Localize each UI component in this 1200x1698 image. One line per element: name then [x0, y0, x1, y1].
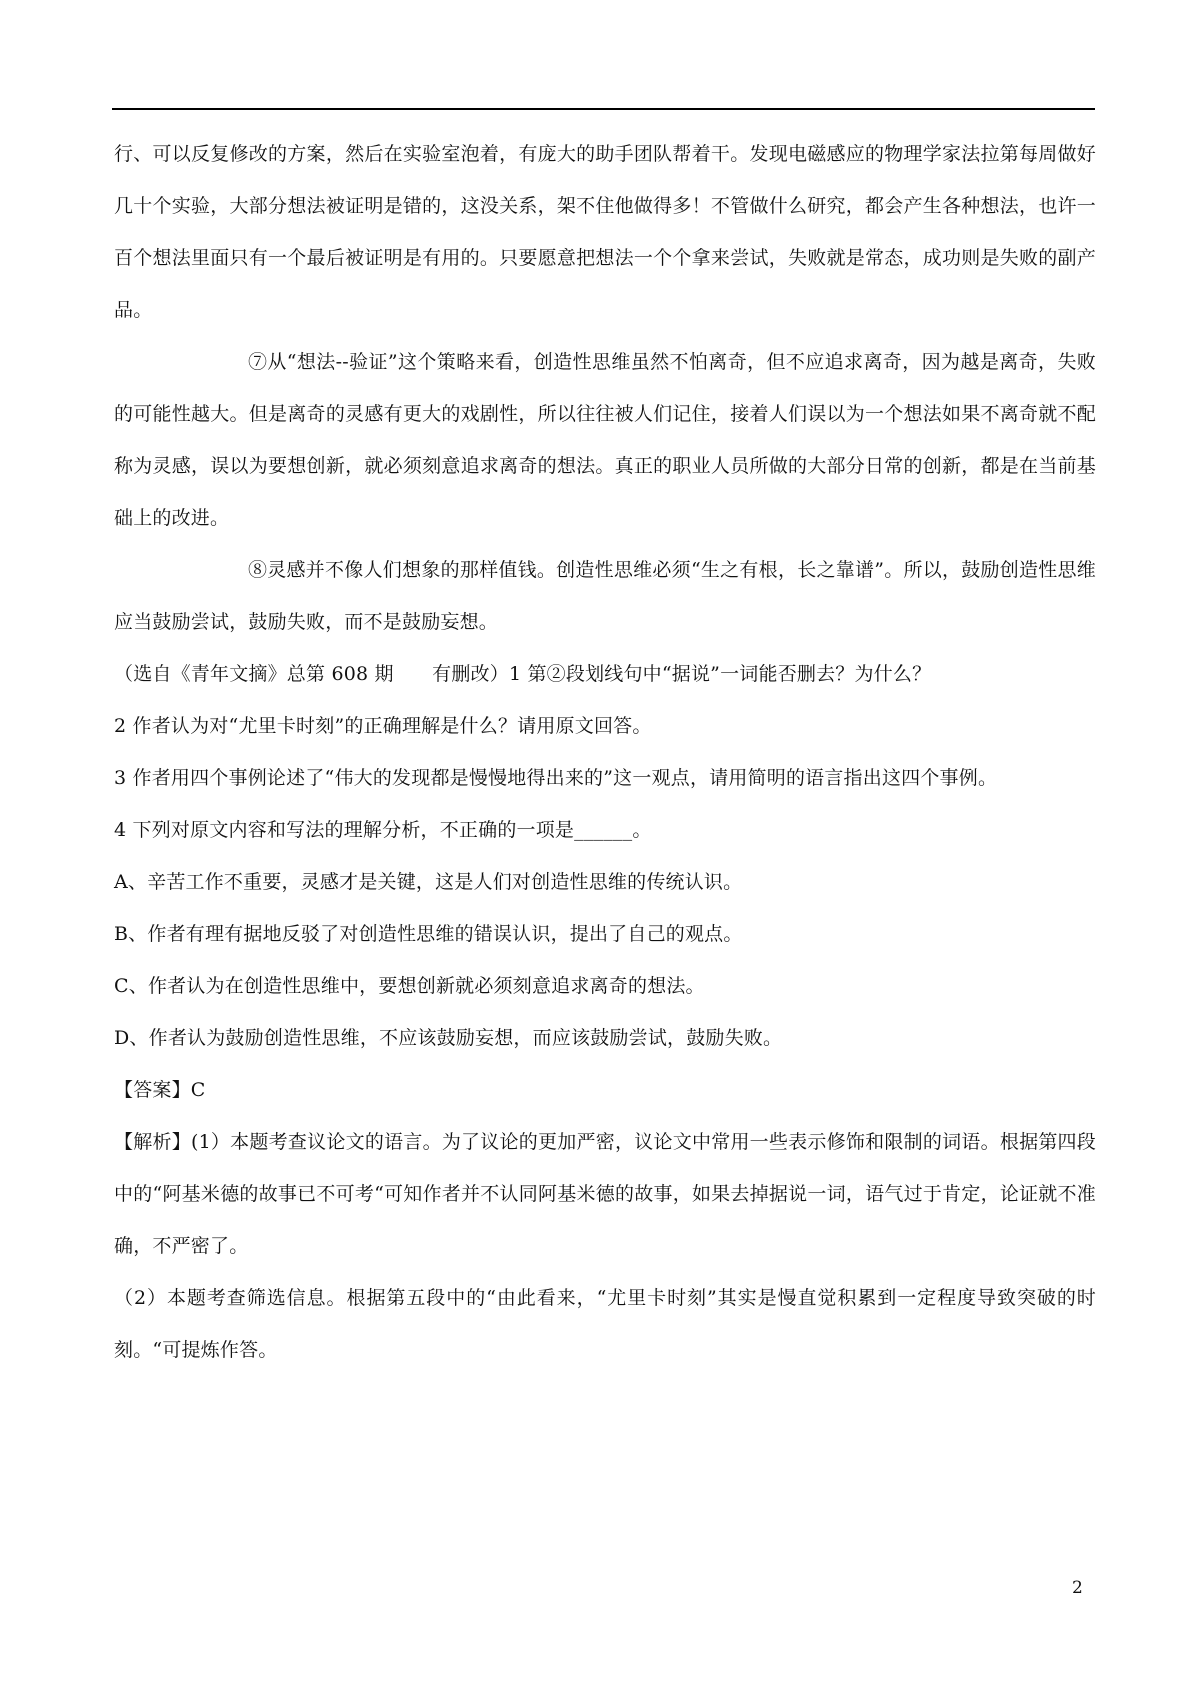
analysis-1: 【解析】(1）本题考查议论文的语言。为了议论的更加严密，议论文中常用一些表示修饰和限制的词语。根据第四段中的“阿基米德的故事已不可考“可知作者并不认同阿基米德的故事，如果去掉据说一词，语气过于肯定，论证就不准确，不严密了。: [114, 1131, 1096, 1257]
paragraph-8: ⑧灵感并不像人们想象的那样值钱。创造性思维必须“生之有根，长之靠谱”。所以，鼓励创造性思维应当鼓励尝试，鼓励失败，而不是鼓励妄想。: [114, 559, 1096, 633]
paragraph-7: ⑦从“想法--验证”这个策略来看，创造性思维虽然不怕离奇，但不应追求离奇，因为越是离奇，失败的可能性越大。但是离奇的灵感有更大的戏剧性，所以往往被人们记住，接着人们误以为一个想法如果不离奇就不配称为灵感，误以为要想创新，就必须刻意追求离奇的想法。真正的职业人员所做的大部分日常的创新，都是在当前基础上的改进。: [114, 351, 1096, 529]
option-d: D、作者认为鼓励创造性思维，不应该鼓励妄想，而应该鼓励尝试，鼓励失败。: [114, 1027, 783, 1049]
option-a: A、辛苦工作不重要，灵感才是关键，这是人们对创造性思维的传统认识。: [114, 871, 743, 893]
source-and-question-1: （选自《青年文摘》总第 608 期 有删改）1 第②段划线句中“据说”一词能否删去？为什么？: [114, 663, 932, 685]
question-3: 3 作者用四个事例论述了“伟大的发现都是慢慢地得出来的”这一观点，请用简明的语言指出这四个事例。: [114, 767, 998, 789]
paragraph-continuation: 行、可以反复修改的方案，然后在实验室泡着，有庞大的助手团队帮着干。发现电磁感应的物理学家法拉第每周做好几十个实验，大部分想法被证明是错的，这没关系，架不住他做得多！不管做什么研究，都会产生各种想法，也许一百个想法里面只有一个最后被证明是有用的。只要愿意把想法一个个拿来尝试，失败就是常态，成功则是失败的副产品。: [114, 143, 1096, 321]
answer-line: 【答案】C: [114, 1079, 206, 1101]
analysis-2: （2）本题考查筛选信息。根据第五段中的“由此看来，“尤里卡时刻”其实是慢直觉积累到一定程度导致突破的时刻。“可提炼作答。: [114, 1287, 1096, 1361]
option-c: C、作者认为在创造性思维中，要想创新就必须刻意追求离奇的想法。: [114, 975, 705, 997]
header-rule: [112, 108, 1095, 110]
page-number: 2: [1072, 1578, 1083, 1598]
question-4: 4 下列对原文内容和写法的理解分析，不正确的一项是______。: [114, 819, 652, 841]
option-b: B、作者有理有据地反驳了对创造性思维的错误认识，提出了自己的观点。: [114, 923, 743, 945]
question-2: 2 作者认为对“尤里卡时刻”的正确理解是什么？请用原文回答。: [114, 715, 652, 737]
document-body: [114, 128, 1096, 1376]
